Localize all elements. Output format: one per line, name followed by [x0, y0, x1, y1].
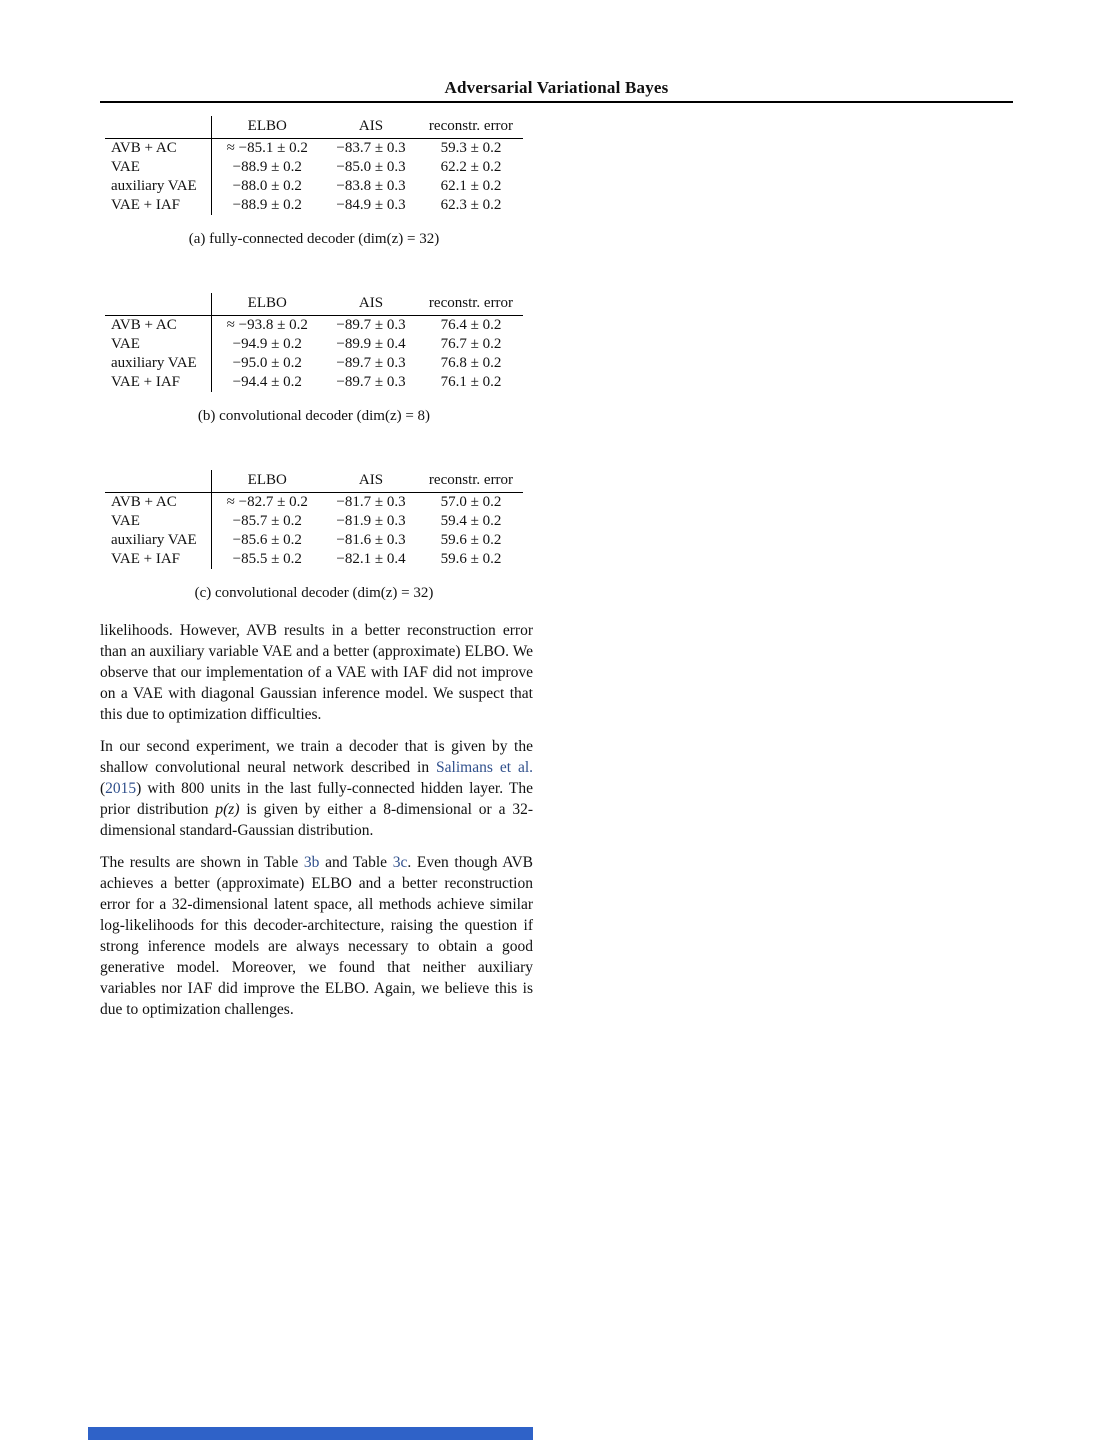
row-label: auxiliary VAE — [105, 177, 211, 196]
paragraph-2-text: is given by either a 8-dimensional or a 32-dimensional standard-Gaussian distribution. — [100, 801, 533, 839]
paragraph-2-text: In our second experiment, we train a decoder that is given by the shallow convolutional neural network described in — [100, 738, 533, 776]
cell-elbo: −88.0 ± 0.2 — [232, 178, 302, 194]
body-text-column — [100, 620, 533, 1031]
cell-reconstr-error: 62.2 ± 0.2 — [440, 159, 502, 175]
table-caption-b: (b) convolutional decoder (dim(z) = 8) — [197, 408, 431, 424]
paragraph-3-text: and Table — [319, 854, 393, 871]
cell-ais: −89.9 ± 0.4 — [336, 336, 406, 352]
table-header-row — [105, 470, 523, 493]
table-row — [105, 139, 523, 159]
header-rule — [100, 101, 1013, 103]
cell-reconstr-error: 76.4 ± 0.2 — [440, 317, 502, 333]
cell-elbo: −85.5 ± 0.2 — [232, 551, 302, 567]
table-caption-c: (c) convolutional decoder (dim(z) = 32) — [194, 585, 434, 601]
header-reconstr-error: reconstr. error — [419, 293, 523, 316]
cell-ais: −89.7 ± 0.3 — [336, 374, 406, 390]
table-header-row — [105, 116, 523, 139]
row-label: AVB + AC — [105, 139, 211, 159]
paragraph-3-text: . Even though AVB achieves a better (approximate) ELBO and a better reconstruction error for a 32-dimensional latent space, all methods achieve similar log-likelihoods for this decoder-architecture, raising the question if strong inference models are always necessary to obtain a good generative model. Moreover, we found that neither auxiliary variables nor IAF did improve the ELBO. Again, we believe this is due to optimization challenges. — [100, 854, 533, 1018]
cell-ais: −85.0 ± 0.3 — [336, 159, 406, 175]
cell-reconstr-error: 62.3 ± 0.2 — [440, 197, 502, 213]
table-row — [105, 158, 523, 177]
row-label: VAE + IAF — [105, 550, 211, 569]
header-ais: AIS — [323, 293, 419, 316]
cell-ais: −84.9 ± 0.3 — [336, 197, 406, 213]
paragraph-1-text: likelihoods. However, AVB results in a better reconstruction error than an auxiliary variable VAE and a better (approximate) ELBO. We observe that our implementation of a VAE with IAF did not improve on a VAE with diagonal Gaussian inference model. We suspect that this due to optimization difficulties. — [100, 622, 533, 723]
cell-ais: −89.7 ± 0.3 — [336, 355, 406, 371]
row-label: VAE + IAF — [105, 373, 211, 392]
table-row — [105, 196, 523, 215]
citation-year-link[interactable]: 2015 — [105, 780, 137, 797]
cell-elbo: −94.4 ± 0.2 — [232, 374, 302, 390]
table-row — [105, 354, 523, 373]
cell-ais: −81.6 ± 0.3 — [336, 532, 406, 548]
cell-reconstr-error: 76.1 ± 0.2 — [440, 374, 502, 390]
cell-reconstr-error: 76.7 ± 0.2 — [440, 336, 502, 352]
math-prior-distribution: p(z) — [215, 801, 240, 818]
paragraph-1 — [100, 620, 533, 725]
cell-elbo: ≈ −93.8 ± 0.2 — [226, 317, 308, 333]
table-ref-3c-link[interactable]: 3c — [392, 854, 408, 871]
paragraph-2 — [100, 736, 533, 841]
cell-reconstr-error: 59.4 ± 0.2 — [440, 513, 502, 529]
table-row — [105, 335, 523, 354]
results-table-a — [105, 116, 523, 215]
cell-ais: −83.7 ± 0.3 — [336, 140, 406, 156]
cell-elbo: −88.9 ± 0.2 — [232, 159, 302, 175]
paragraph-3 — [100, 852, 533, 1020]
row-label: auxiliary VAE — [105, 354, 211, 373]
table-group-b — [105, 293, 525, 425]
row-label: AVB + AC — [105, 493, 211, 513]
table-group-a — [105, 116, 525, 248]
row-label: VAE — [105, 335, 211, 354]
cell-ais: −81.7 ± 0.3 — [336, 494, 406, 510]
header-empty-cell — [105, 470, 211, 493]
table-caption-a: (a) fully-connected decoder (dim(z) = 32) — [188, 231, 440, 247]
results-table-c — [105, 470, 523, 569]
row-label: auxiliary VAE — [105, 531, 211, 550]
header-empty-cell — [105, 293, 211, 316]
header-elbo: ELBO — [211, 116, 323, 139]
row-label: VAE — [105, 512, 211, 531]
paragraph-2-text: ) with 800 units in the last fully-connected hidden layer. The prior distribution — [100, 780, 533, 818]
results-table-b — [105, 293, 523, 392]
cell-ais: −81.9 ± 0.3 — [336, 513, 406, 529]
header-ais: AIS — [323, 116, 419, 139]
table-row — [105, 531, 523, 550]
bottom-blue-bar — [88, 1427, 533, 1440]
table-header-row — [105, 293, 523, 316]
cell-reconstr-error: 59.3 ± 0.2 — [440, 140, 502, 156]
cell-elbo: ≈ −85.1 ± 0.2 — [226, 140, 308, 156]
table-row — [105, 550, 523, 569]
cell-reconstr-error: 76.8 ± 0.2 — [440, 355, 502, 371]
cell-elbo: −85.6 ± 0.2 — [232, 532, 302, 548]
header-ais: AIS — [323, 470, 419, 493]
header-elbo: ELBO — [211, 470, 323, 493]
cell-reconstr-error: 59.6 ± 0.2 — [440, 532, 502, 548]
results-tables — [105, 116, 525, 647]
citation-link-salimans[interactable]: Salimans et al. — [436, 759, 533, 776]
table-row — [105, 512, 523, 531]
header-elbo: ELBO — [211, 293, 323, 316]
cell-elbo: ≈ −82.7 ± 0.2 — [226, 494, 308, 510]
cell-elbo: −85.7 ± 0.2 — [232, 513, 302, 529]
table-row — [105, 493, 523, 513]
table-row — [105, 177, 523, 196]
paragraph-2-text: ( — [100, 780, 106, 797]
table-group-c — [105, 470, 525, 602]
cell-elbo: −88.9 ± 0.2 — [232, 197, 302, 213]
paragraph-3-text: The results are shown in Table — [100, 854, 304, 871]
cell-elbo: −94.9 ± 0.2 — [232, 336, 302, 352]
table-ref-3b-link[interactable]: 3b — [303, 854, 320, 871]
cell-reconstr-error: 57.0 ± 0.2 — [440, 494, 502, 510]
cell-ais: −83.8 ± 0.3 — [336, 178, 406, 194]
cell-elbo: −95.0 ± 0.2 — [232, 355, 302, 371]
cell-reconstr-error: 59.6 ± 0.2 — [440, 551, 502, 567]
table-row — [105, 316, 523, 336]
row-label: VAE + IAF — [105, 196, 211, 215]
header-empty-cell — [105, 116, 211, 139]
cell-ais: −82.1 ± 0.4 — [336, 551, 406, 567]
row-label: VAE — [105, 158, 211, 177]
cell-ais: −89.7 ± 0.3 — [336, 317, 406, 333]
row-label: AVB + AC — [105, 316, 211, 336]
header-reconstr-error: reconstr. error — [419, 116, 523, 139]
header-reconstr-error: reconstr. error — [419, 470, 523, 493]
table-row — [105, 373, 523, 392]
cell-reconstr-error: 62.1 ± 0.2 — [440, 178, 502, 194]
running-title: Adversarial Variational Bayes — [444, 78, 669, 97]
